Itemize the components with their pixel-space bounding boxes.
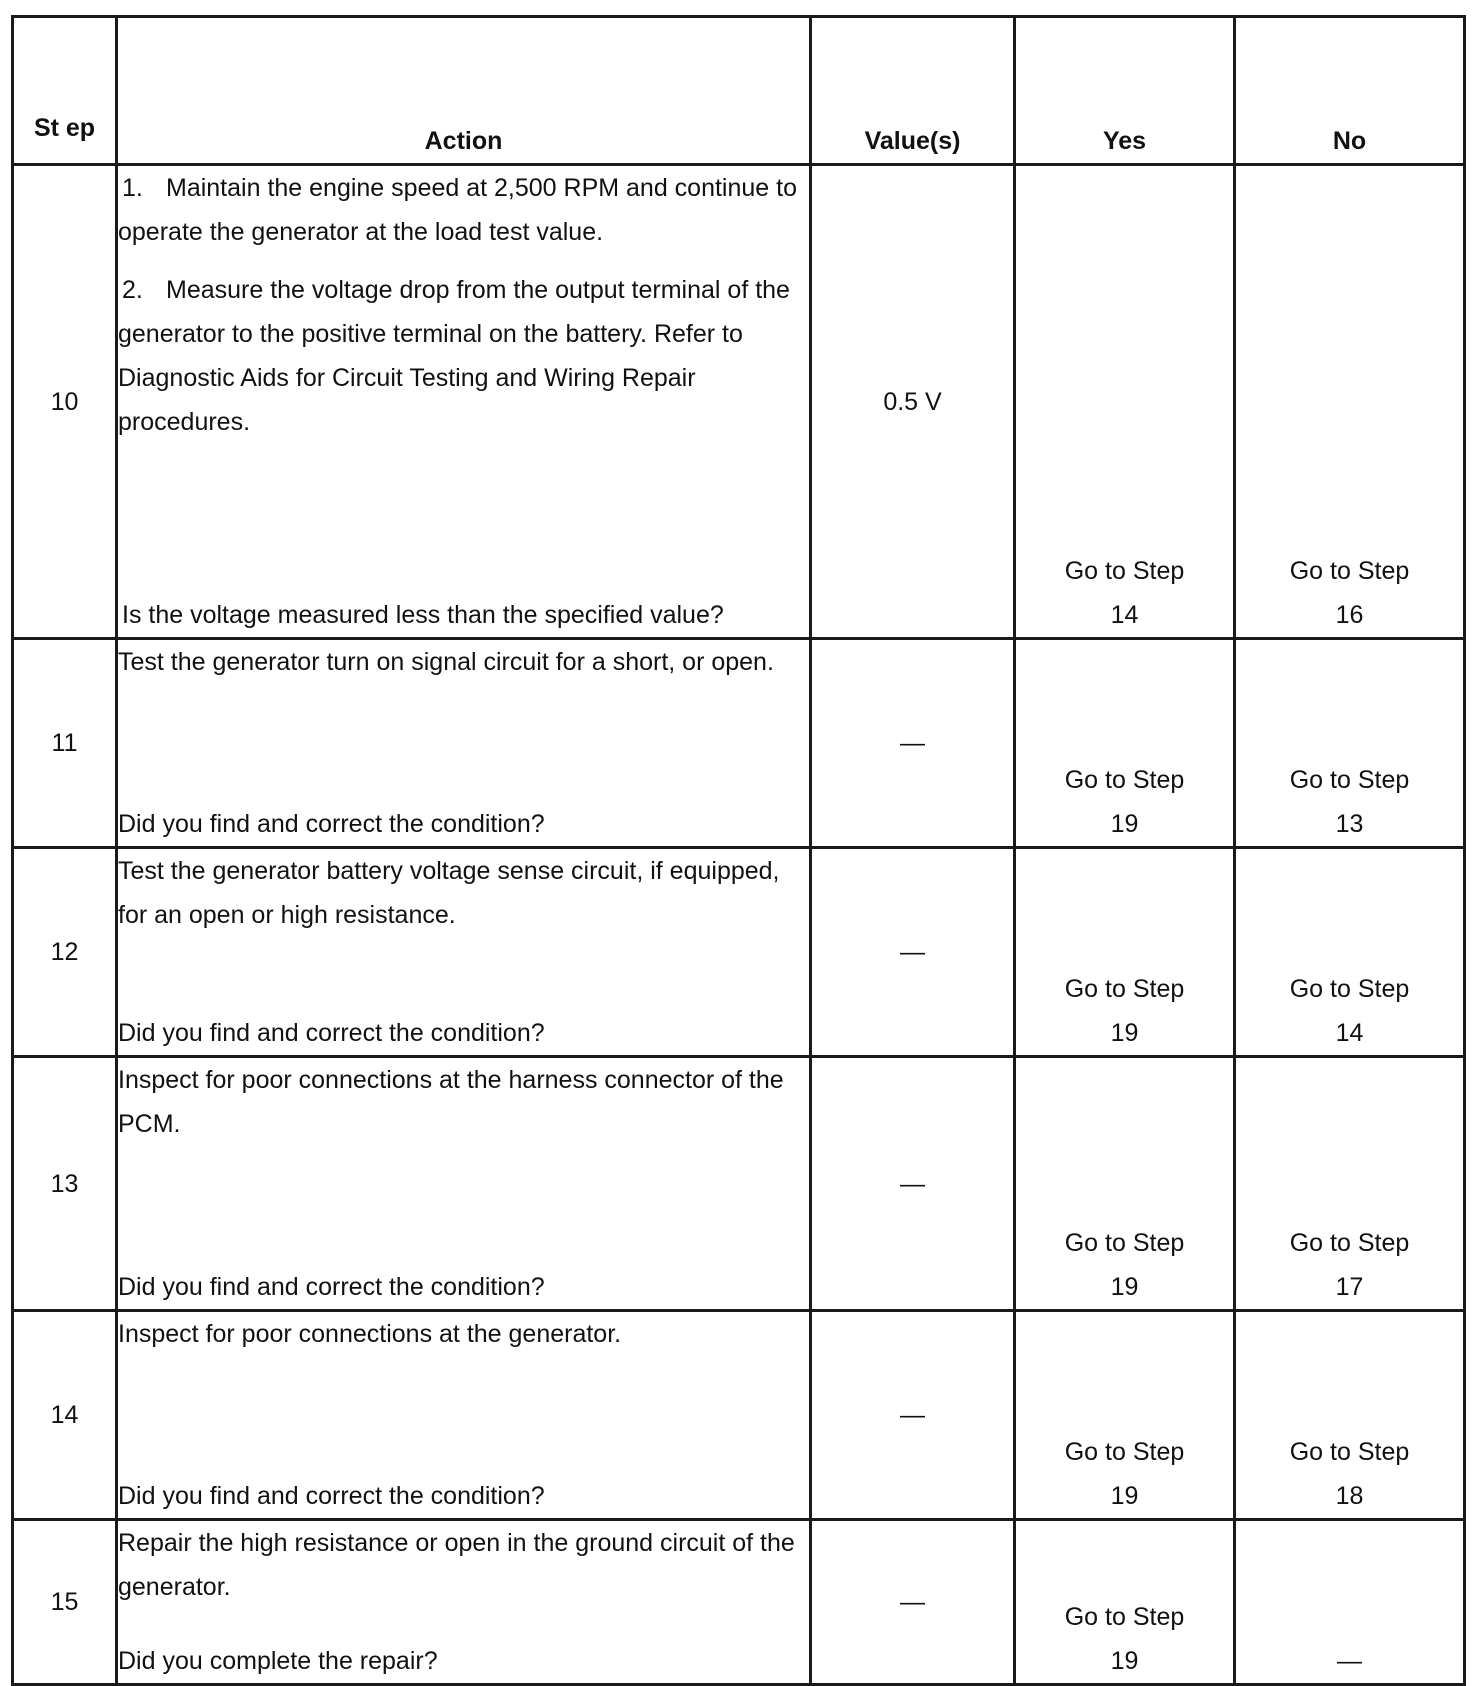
action-text: Test the generator battery voltage sense circuit, if equipped, for an open or high resistance.: [118, 857, 780, 929]
no-link[interactable]: Go to Step 18: [1289, 1438, 1410, 1510]
value-cell: —: [811, 848, 1015, 1057]
yes-cell[interactable]: [1015, 165, 1235, 639]
action-text: Inspect for poor connections at the harness connector of the PCM.: [118, 1066, 784, 1138]
action-question: Did you complete the repair?: [118, 1647, 438, 1675]
action-cell: [117, 1520, 811, 1685]
action-text: Inspect for poor connections at the generator.: [118, 1320, 622, 1348]
no-cell[interactable]: [1235, 848, 1465, 1057]
yes-link[interactable]: Go to Step 14: [1064, 557, 1185, 629]
no-value: —: [1337, 1647, 1362, 1675]
table-row: [13, 639, 1465, 848]
no-link[interactable]: Go to Step 14: [1289, 975, 1410, 1047]
yes-link[interactable]: Go to Step 19: [1064, 1603, 1185, 1675]
yes-cell[interactable]: [1015, 848, 1235, 1057]
header-row: [13, 17, 1465, 165]
action-item-text: Measure the voltage drop from the output terminal of the generator to the positive terminal on the battery. Refer to Diagnostic Aids for Circuit Testing and Wiring Repair procedures.: [118, 276, 790, 436]
yes-link[interactable]: Go to Step 19: [1064, 766, 1185, 838]
value-cell: —: [811, 1520, 1015, 1685]
step-number: 15: [13, 1520, 117, 1685]
no-link[interactable]: Go to Step 16: [1289, 557, 1410, 629]
no-link[interactable]: Go to Step 17: [1289, 1229, 1410, 1301]
table-row: [13, 848, 1465, 1057]
action-item-number: 2.: [122, 276, 143, 304]
action-question: Did you find and correct the condition?: [118, 1273, 545, 1301]
table-row: [13, 1520, 1465, 1685]
value-cell: —: [811, 1057, 1015, 1311]
action-text: Repair the high resistance or open in the ground circuit of the generator.: [118, 1529, 795, 1601]
step-number: 13: [13, 1057, 117, 1311]
header-step: St ep: [13, 17, 117, 165]
action-question: Did you find and correct the condition?: [118, 1019, 545, 1047]
diagnostic-table: [11, 15, 1466, 1686]
no-cell[interactable]: [1235, 165, 1465, 639]
no-cell[interactable]: [1235, 639, 1465, 848]
header-value: Value(s): [811, 17, 1015, 165]
action-question: Did you find and correct the condition?: [118, 810, 545, 838]
yes-link[interactable]: Go to Step 19: [1064, 1229, 1185, 1301]
action-cell: [117, 1311, 811, 1520]
action-cell: [117, 639, 811, 848]
step-number: 11: [13, 639, 117, 848]
action-question: Is the voltage measured less than the specified value?: [122, 601, 724, 629]
action-cell: [117, 1057, 811, 1311]
action-item-number: 1.: [122, 174, 143, 202]
header-no: No: [1235, 17, 1465, 165]
no-cell: [1235, 1520, 1465, 1685]
no-cell[interactable]: [1235, 1057, 1465, 1311]
step-number: 10: [13, 165, 117, 639]
yes-cell[interactable]: [1015, 1311, 1235, 1520]
action-item: [118, 268, 809, 444]
table-row: [13, 1057, 1465, 1311]
value-cell: 0.5 V: [811, 165, 1015, 639]
yes-cell[interactable]: [1015, 1057, 1235, 1311]
table-row: [13, 1311, 1465, 1520]
yes-cell[interactable]: [1015, 1520, 1235, 1685]
table-row: [13, 165, 1465, 639]
no-link[interactable]: Go to Step 13: [1289, 766, 1410, 838]
value-cell: —: [811, 1311, 1015, 1520]
yes-link[interactable]: Go to Step 19: [1064, 975, 1185, 1047]
action-question: Did you find and correct the condition?: [118, 1482, 545, 1510]
yes-cell[interactable]: [1015, 639, 1235, 848]
yes-link[interactable]: Go to Step 19: [1064, 1438, 1185, 1510]
action-item: [118, 166, 809, 254]
value-cell: —: [811, 639, 1015, 848]
step-number: 14: [13, 1311, 117, 1520]
action-cell: [117, 848, 811, 1057]
action-cell: [117, 165, 811, 639]
action-text: Test the generator turn on signal circuit for a short, or open.: [118, 648, 774, 676]
header-action: Action: [117, 17, 811, 165]
no-cell[interactable]: [1235, 1311, 1465, 1520]
action-item-text: Maintain the engine speed at 2,500 RPM and continue to operate the generator at the load test value.: [118, 174, 797, 246]
step-number: 12: [13, 848, 117, 1057]
header-yes: Yes: [1015, 17, 1235, 165]
